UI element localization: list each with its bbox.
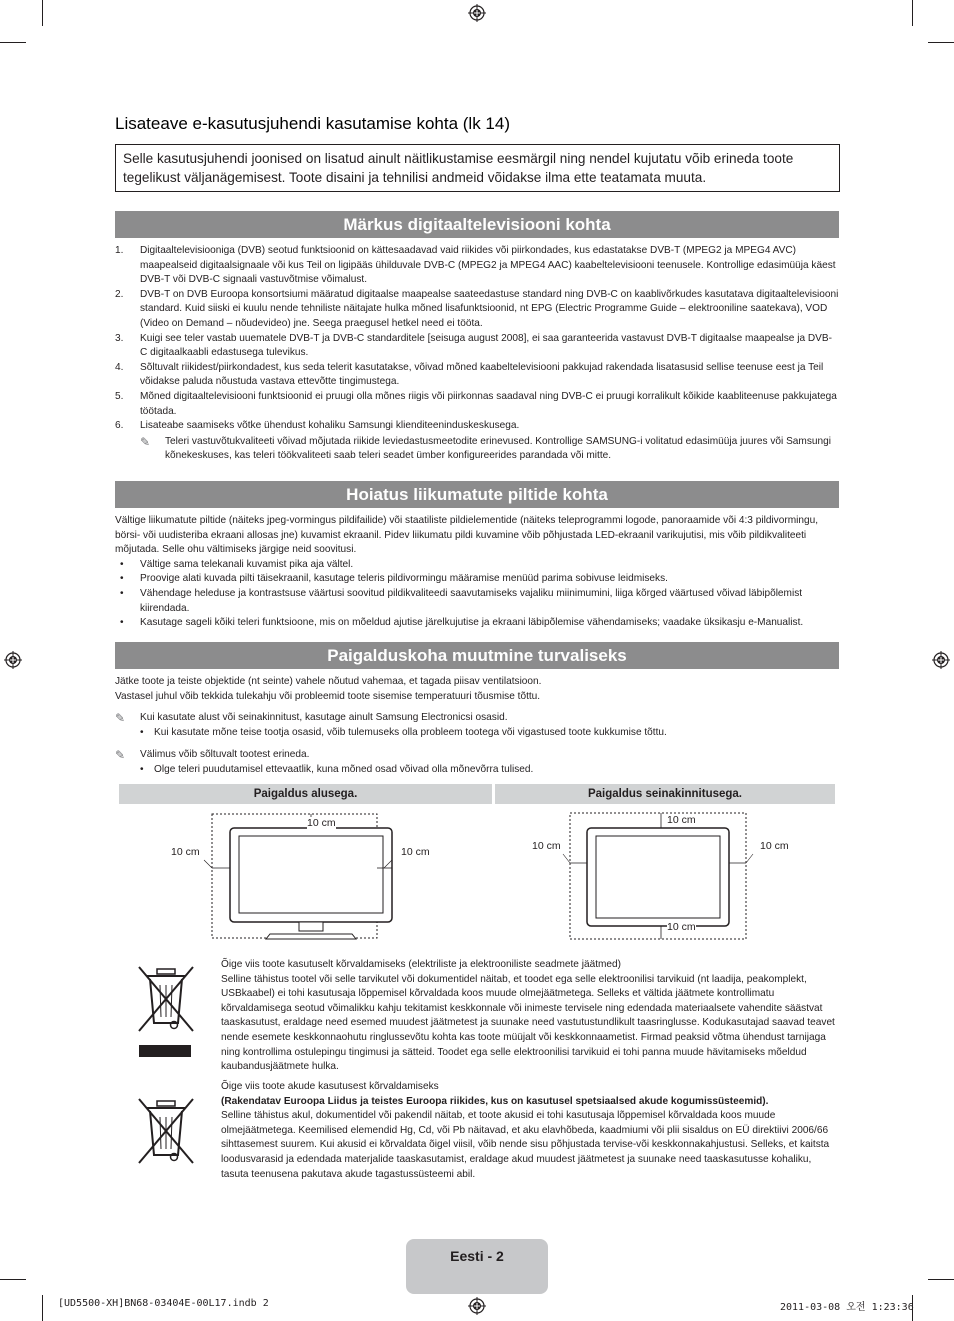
item-text: Digitaaltelevisiooniga (DVB) seotud funktsioonid on kättesaadavad vaid riikides või piirkondades, kus edastatakse DVB-T (MPEG2 ja MPEG4 AVC) maapealseid digitaalsignaale või kus Teil on ligipääs ühilduvale DVB-C (MPEG2 ja MPEG4 AAC) kaabeltelevisiooni teenusele. Kontrollige edasimüüja käest DVB-T või DVB-C signaali vastuvõtmise võimalust. — [140, 245, 836, 286]
registration-mark-icon — [468, 1297, 486, 1315]
footer-timestamp: 2011-03-08 오전 1:23:36 — [780, 1302, 914, 1313]
dim-label-top: 10 cm — [667, 814, 696, 826]
list-item: • Vältige sama telekanali kuvamist pika aja vältel. — [115, 558, 839, 573]
note-text: Välimus võib sõltuvalt tootest erineda. — [140, 749, 310, 760]
bullet-text: Vähendage heleduse ja kontrastsuse väärtusi soovitud pildikvaliteedi saavutamiseks vajaliku miinimumini, liiga kõrged väärtused võivad läbipõlemist kiirendada. — [140, 587, 803, 614]
registration-mark-icon — [4, 651, 22, 669]
bullet-text: Kasutage sageli kõiki teleri funktsioone, mis on mõeldud ajutise järelkujutise ja ekraani läbipõlemise vähendamiseks; vaadake üksikasju e-Manualist. — [140, 617, 804, 629]
dim-label-bottom: 10 cm — [667, 921, 696, 933]
battery-subtitle: (Rakendatav Euroopa Liidus ja teistes Euroopa riikides, kus on kasutusel spetsiaalsed akude kogumissüsteemid). — [221, 1095, 769, 1107]
list-item: • Kasutage sageli kõiki teleri funktsioone, mis on mõeldud ajutise järelkujutise ja ekraani läbipõlemise vähendamiseks; vaadake üksikasju e-Manualist. — [115, 616, 839, 631]
section-title-emanual: Lisateave e-kasutusjuhendi kasutamise kohta (lk 14) — [115, 114, 510, 133]
registration-mark-icon — [932, 651, 950, 669]
crop-mark — [912, 0, 913, 26]
stand-install-diagram — [160, 808, 450, 940]
bullet-text: Vältige sama telekanali kuvamist pika aja vältel. — [140, 558, 354, 570]
install-section-band: Paigalduskoha muutmine turvaliseks — [115, 642, 839, 669]
crop-mark — [0, 1279, 26, 1280]
bullet-text: Kui kasutate mõne teise tootja osasid, võib tulemuseks olla probleem tootega või vigastused toote kukkumise tõttu. — [154, 726, 667, 738]
page-number-tab: Eesti - 2 — [406, 1239, 548, 1294]
footer-filename: [UD5500-XH]BN68-03404E-00L17.indb 2 — [58, 1298, 269, 1309]
caption-wall: Paigaldus seinakinnitusega. — [495, 784, 835, 804]
still-image-section-band: Hoiatus liikumatute piltide kohta — [115, 481, 839, 508]
dim-label-right: 10 cm — [401, 846, 430, 858]
weee-body: Selline tähistus tootel või selle tarvikutel või dokumentidel näitab, et toodet ega selle elektroonilisi tarvikuid (nt laadija, peakomplekt, USBkaabel) ei tohi kasutusaja lõppemisel kõrvaldada koos muude olmejäätmetega. Selleks et vältida jäätmete kontrollimatu kõrvaldamisega seotud võimalikku kahju tekitamist keskkonnale või inimeste tervisele ning edendada materiaalsete vahendite säästvat taaskasutust, eraldage need esemed muudest jäätmetest ja suunake need vastutustundlikult taasringlusse. Kodukasutajad saavad teavet nende esemete keskkonnaohutu ringlussevõtu kohta kas toote müüjalt või keskkonnaametist. Firmad peaksid võtma ühendust tarnijaga ning kontrollima ostulepingu tingimusi ja sätteid. Toodet ega selle elektroonilisi tarvikuid ei tohi panna muude hävitamiseks mõeldud kaubandusjäätmete hulka. — [221, 973, 835, 1073]
item-number: 6. — [115, 420, 124, 432]
dim-label-top: 10 cm — [307, 817, 336, 829]
dim-label-left: 10 cm — [532, 840, 561, 852]
dtv-note — [140, 435, 839, 464]
list-item — [115, 244, 839, 288]
dtv-section-band: Märkus digitaaltelevisiooni kohta — [115, 211, 839, 238]
list-item: • Proovige alati kuvada pilti täisekraanil, kasutage teleris pildivormingu määramise menüüd parima sobivuse leidmiseks. — [115, 572, 839, 587]
pencil-note-icon: ✎ — [115, 748, 126, 762]
still-intro-text: Vältige liikumatute piltide (näiteks jpeg-vormingus pildifailide) või staatiliste pildielementide (näiteks teleprogrammi logode, panoraamide või 4:3 pildivormingu, börsi- või uudisteriba ekraani allosas jne) kuvamist ekraanil. Pidev liikumatu pildi kuvamine võib põhjustada LED-ekraanil varikujutisi, mis võib pildikvaliteeti mõjutada. Selle ohu vältimiseks järgige neid soovitusi. — [115, 515, 818, 556]
crop-mark — [928, 1279, 954, 1280]
crossed-bin-icon — [133, 1095, 199, 1165]
item-text: Kuigi see teler vastab uuematele DVB-T ja DVB-C standarditele [seisuga august 2008], ei saa garanteerida vastavust DVB-T digitaalse maapealse ja DVB-C digitaalkaabli edastusega tulevikus. — [140, 332, 832, 359]
intro-note-box — [115, 144, 840, 192]
note-row — [115, 748, 839, 763]
battery-text-block — [221, 1080, 839, 1182]
battery-body: Selline tähistus akul, dokumentidel või pakendil näitab, et toote akusid ei tohi kasutusaja lõppemisel kõrvaldada koos muude olmejäätmetega. Keemilised elemendid Hg, Cd, või Pb näitavad, et aku elavhõbeda, kaadmiumi või plii sisaldus on EÜ direktiivi 2006/66 sihttasemest suurem. Kui akusid ei kõrvaldata õigel viisil, võib nende sisu põhjustada tervise-või keskkonnakahjustusi. Selleks, et kaitsta loodusvarasid ja edendada materjalide taaskasutamist, eraldage akud muudest jäätmetest ja suunake need taaskasutusse kohaliku, tasuta teenusena pakutava akude tagastussüsteemi abil. — [221, 1110, 830, 1180]
item-number: 1. — [115, 245, 124, 256]
bullet-text: Olge teleri puudutamisel ettevaatlik, kuna mõned osad võivad olla mõnevõrra tulised. — [154, 763, 534, 775]
note-row — [115, 711, 839, 726]
pencil-note-icon: ✎ — [140, 434, 151, 449]
still-image-body — [115, 514, 839, 631]
install-note-2 — [115, 748, 839, 777]
caption-stand: Paigaldus alusega. — [119, 784, 492, 804]
item-text: Lisateabe saamiseks võtke ühendust kohaliku Samsungi klienditeeninduskeskusega. — [140, 420, 520, 432]
item-number: 5. — [115, 390, 124, 402]
list-item — [115, 288, 839, 332]
list-item: • Olge teleri puudutamisel ettevaatlik, kuna mõned osad võivad olla mõnevõrra tulised. — [140, 763, 839, 778]
install-intro-text: Jätke toote ja teiste objektide (nt seinte) vahele nõutud vahemaa, et tagada piisav ventilatsioon. Vastasel juhul võib tekkida tulekahju või probleemid toote sisemise temperatuuri tõusmise tõttu. — [115, 676, 542, 702]
note-text: Kui kasutate alust või seinakinnitust, kasutage ainult Samsung Electronicsi osasid. — [140, 712, 508, 723]
dim-label-left: 10 cm — [171, 846, 200, 858]
weee-text-block — [221, 958, 839, 1075]
list-item — [115, 390, 839, 419]
crop-mark — [42, 1295, 43, 1321]
pencil-note-icon: ✎ — [115, 711, 126, 725]
dim-label-right: 10 cm — [760, 840, 789, 852]
install-note-1 — [115, 711, 839, 740]
crop-mark — [928, 42, 954, 43]
crossed-bin-icon — [133, 963, 199, 1059]
weee-title: Õige viis toote kasutuselt kõrvaldamiseks (elektriliste ja elektrooniliste seadmete jäätmed) — [221, 959, 621, 970]
item-text: Sõltuvalt riikidest/piirkondadest, kus seda telerit kasutatakse, võivad mõned kaabeltelevisiooni pakkujad rakendada lisatasusid sellise teenuse eest ja Teil võidakse paluda nõustuda vastava ettevõtte tingimustega. — [140, 361, 824, 388]
list-item: • Kui kasutate mõne teise tootja osasid, võib tulemuseks olla probleem tootega või vigastused toote kukkumise tõttu. — [140, 726, 839, 741]
dtv-list — [115, 244, 839, 464]
item-text: DVB-T on DVB Euroopa konsortsiumi määratud digitaalse maapealse saateedastuse standard ning DVB-C on kaablivõrkudes kasutatava digitaaltelevisiooni standard. Kuid siiski ei kuulu nende tehniliste näitajate hulka mõned lisafunktsioonid, nt EPG (Electric Programme Guide – elektrooniline saatekava), VOD (Video on Demand – nõudevideo) jne. Seega praegusel hetkel need ei tööta. — [140, 288, 839, 329]
item-number: 2. — [115, 288, 124, 300]
battery-title: Õige viis toote akude kasutusest kõrvaldamiseks — [221, 1081, 439, 1092]
crop-mark — [42, 0, 43, 26]
intro-note-text: Selle kasutusjuhendi joonised on lisatud ainult näitlikustamise eesmärgil ning nendel kujutatu võib erineda toote tegelikust väljanägemisest. Toote disaini ja tehnilisi andmeid võidakse ilma ette teatamata muuta. — [123, 151, 794, 185]
registration-mark-icon — [468, 4, 486, 22]
list-item — [115, 332, 839, 361]
item-number: 4. — [115, 361, 124, 373]
crop-mark — [0, 42, 26, 43]
list-item: • Vähendage heleduse ja kontrastsuse väärtusi soovitud pildikvaliteedi saavutamiseks vajaliku miinimumini, liiga kõrged väärtused võivad läbipõlemist kiirendada. — [115, 587, 839, 616]
bullet-text: Proovige alati kuvada pilti täisekraanil, kasutage teleris pildivormingu määramise menüüd parima sobivuse leidmiseks. — [140, 573, 668, 585]
list-item — [115, 361, 839, 390]
item-number: 3. — [115, 332, 124, 344]
note-text: Teleri vastuvõtukvaliteeti võivad mõjutada riikide leviedastusmeetodite erinevused. Kontrollige SAMSUNG-i volitatud edasimüüja juures või Samsungi kõnekeskuses, kas teleri töökvaliteeti saab teleri seadet ümber konfigureerides parandada või mitte. — [165, 435, 831, 462]
item-text: Mõned digitaaltelevisiooni funktsioonid ei pruugi olla mõnes riigis või piirkonnas saadaval ning DVB-C ei pruugi korralikult kõikide kaabliteenuse pakkujatega töötada. — [140, 390, 837, 417]
list-item — [115, 419, 839, 434]
